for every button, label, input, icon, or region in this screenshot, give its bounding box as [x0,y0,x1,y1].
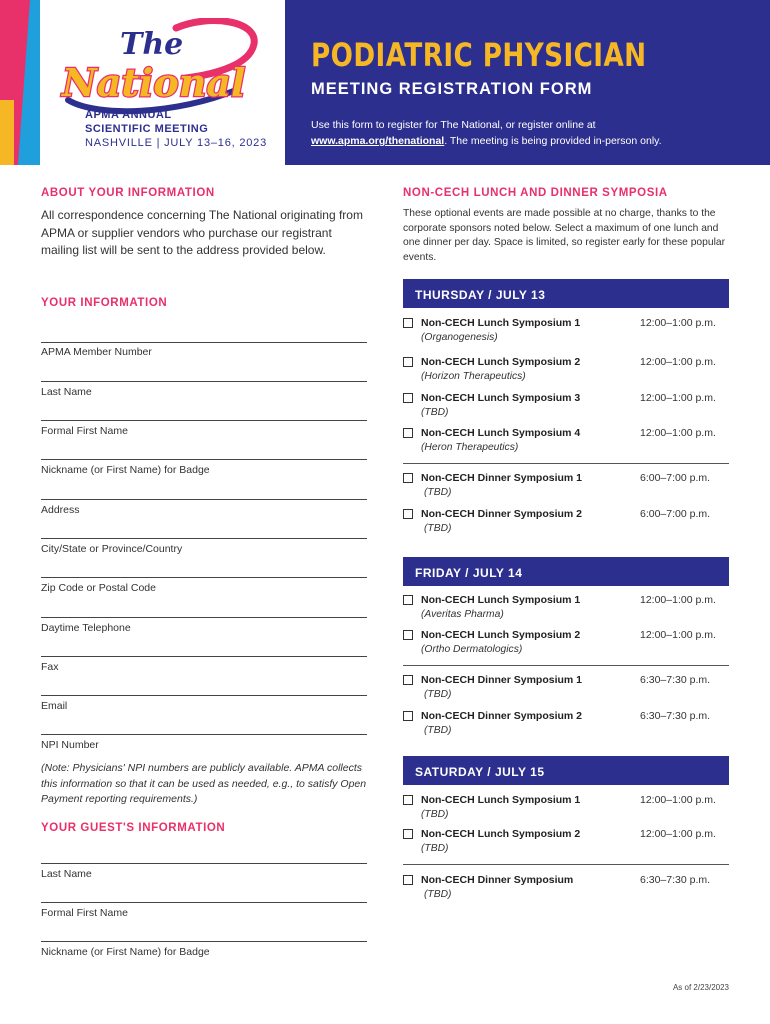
formal-first-name-field[interactable] [41,420,367,421]
apma-member-number-field[interactable] [41,342,367,343]
event-sat-lunch-2 [403,827,729,863]
event-name: Non-CECH Lunch Symposium 1 [421,794,581,806]
event-sponsor: (TBD) [424,523,452,534]
event-sponsor: (Organogenesis) [421,332,498,343]
zip-code-field[interactable] [41,577,367,578]
email-field[interactable] [41,695,367,696]
event-fri-dinner-2 [403,709,729,745]
event-sponsor: (Heron Therapeutics) [421,442,519,453]
guest-last-name-field[interactable] [41,863,367,864]
event-name: Non-CECH Dinner Symposium 2 [421,508,583,520]
event-time: 12:00–1:00 p.m. [640,356,716,368]
svg-text:National: National [62,60,246,105]
event-name: Non-CECH Lunch Symposium 1 [421,594,581,606]
field-label: Address [41,504,80,516]
event-name: Non-CECH Lunch Symposium 2 [421,356,581,368]
header-note-line-1: Use this form to register for The National, or register online at [311,119,596,131]
day-header-friday: FRIDAY / JULY 14 [403,557,729,586]
event-sponsor: (Averitas Pharma) [421,609,504,620]
meeting-name-line-1: APMA ANNUAL [85,109,172,121]
field-label: APMA Member Number [41,346,152,358]
field-label: Fax [41,661,59,673]
lunch-dinner-divider [403,864,729,865]
checkbox[interactable] [403,393,413,403]
event-name: Non-CECH Lunch Symposium 4 [421,427,581,439]
about-heading: ABOUT YOUR INFORMATION [41,187,215,199]
event-time: 6:30–7:30 p.m. [640,874,711,886]
field-label: Zip Code or Postal Code [41,582,156,594]
checkbox[interactable] [403,357,413,367]
lunch-dinner-divider [403,665,729,666]
event-thu-dinner-1 [403,471,729,507]
field-label: Formal First Name [41,907,128,919]
guest-formal-first-name-field[interactable] [41,902,367,903]
checkbox[interactable] [403,428,413,438]
event-time: 12:00–1:00 p.m. [640,794,716,806]
checkbox[interactable] [403,509,413,519]
event-sponsor: (TBD) [421,809,449,820]
event-time: 12:00–1:00 p.m. [640,629,716,641]
header-branding [0,0,285,165]
your-info-heading: YOUR INFORMATION [41,297,168,309]
guest-nickname-badge-field[interactable] [41,941,367,942]
event-sponsor: (TBD) [424,889,452,900]
event-time: 12:00–1:00 p.m. [640,317,716,329]
field-label: Last Name [41,386,92,398]
lunch-dinner-divider [403,463,729,464]
last-name-field[interactable] [41,381,367,382]
checkbox[interactable] [403,318,413,328]
meeting-location-dates: NASHVILLE | JULY 13–16, 2023 [85,137,268,149]
page-title: PODIATRIC PHYSICIAN [311,36,647,74]
event-time: 6:30–7:30 p.m. [640,710,711,722]
event-time: 12:00–1:00 p.m. [640,828,716,840]
day-header-thursday: THURSDAY / JULY 13 [403,279,729,308]
checkbox[interactable] [403,630,413,640]
field-label: Last Name [41,868,92,880]
header-note-line-2 [311,135,662,147]
nickname-badge-field[interactable] [41,459,367,460]
event-sponsor: (Ortho Dermatologics) [421,644,523,655]
field-label: Nickname (or First Name) for Badge [41,946,210,958]
event-name: Non-CECH Dinner Symposium 1 [421,674,583,686]
event-time: 12:00–1:00 p.m. [640,594,716,606]
npi-note: (Note: Physicians' NPI numbers are publicly available. APMA collects this information so that it can be used as needed, e.g., to satisfy Open Payment reporting requirements.) [41,762,367,805]
about-text: All correspondence concerning The National originating from APMA or supplier vendors who purchase our registrant mailing list will be sent to the address provided below. [41,208,363,257]
event-name: Non-CECH Dinner Symposium 2 [421,710,583,722]
event-thu-lunch-1 [403,316,729,352]
event-sponsor: (TBD) [421,843,449,854]
event-fri-dinner-1 [403,673,729,709]
field-label: Email [41,700,68,712]
event-sponsor: (Horizon Therapeutics) [421,371,526,382]
city-state-country-field[interactable] [41,538,367,539]
registration-link[interactable]: www.apma.org/thenational [311,135,445,147]
event-sat-dinner [403,873,729,909]
page-subtitle: MEETING REGISTRATION FORM [311,80,593,98]
address-field[interactable] [41,499,367,500]
event-sponsor: (TBD) [424,689,452,700]
checkbox[interactable] [403,829,413,839]
symposia-heading: NON-CECH LUNCH AND DINNER SYMPOSIA [403,187,668,199]
checkbox[interactable] [403,795,413,805]
npi-number-field[interactable] [41,734,367,735]
event-time: 12:00–1:00 p.m. [640,427,716,439]
field-label: Daytime Telephone [41,622,131,634]
field-label: Formal First Name [41,425,128,437]
event-time: 12:00–1:00 p.m. [640,392,716,404]
event-thu-lunch-3 [403,391,729,427]
event-name: Non-CECH Lunch Symposium 2 [421,828,581,840]
event-time: 6:00–7:00 p.m. [640,472,711,484]
event-name: Non-CECH Lunch Symposium 3 [421,392,581,404]
checkbox[interactable] [403,595,413,605]
event-name: Non-CECH Lunch Symposium 2 [421,629,581,641]
event-name: Non-CECH Dinner Symposium [421,874,574,886]
event-name: Non-CECH Lunch Symposium 1 [421,317,581,329]
field-label: NPI Number [41,739,99,751]
checkbox[interactable] [403,875,413,885]
event-thu-lunch-2 [403,355,729,391]
event-sat-lunch-1 [403,793,729,829]
the-national-logo [58,18,268,118]
event-thu-dinner-2 [403,507,729,543]
symposia-intro: These optional events are made possible at no charge, thanks to the corporate sponsors noted below. Select a maximum of one lunch and one dinner per day. Space is limited, so register early for these popular events. [403,208,726,263]
daytime-telephone-field[interactable] [41,617,367,618]
event-sponsor: (TBD) [424,487,452,498]
event-fri-lunch-1 [403,593,729,629]
event-sponsor: (TBD) [421,407,449,418]
revision-date: As of 2/23/2023 [672,983,729,992]
day-header-saturday: SATURDAY / JULY 15 [403,756,729,785]
event-fri-lunch-2 [403,628,729,664]
meeting-name-line-2: SCIENTIFIC MEETING [85,123,209,135]
event-name: Non-CECH Dinner Symposium 1 [421,472,583,484]
event-thu-lunch-4 [403,426,729,462]
decorative-stripe-yellow [0,100,14,165]
svg-text:The: The [120,27,184,62]
event-time: 6:00–7:00 p.m. [640,508,711,520]
checkbox[interactable] [403,711,413,721]
event-sponsor: (TBD) [424,725,452,736]
checkbox[interactable] [403,675,413,685]
event-time: 6:30–7:30 p.m. [640,674,711,686]
field-label: City/State or Province/Country [41,543,183,555]
header-title-panel [285,0,770,165]
checkbox[interactable] [403,473,413,483]
header-note-line-2-rest: . The meeting is being provided in-person only. [444,135,662,147]
guest-info-heading: YOUR GUEST'S INFORMATION [41,822,226,834]
field-label: Nickname (or First Name) for Badge [41,464,210,476]
fax-field[interactable] [41,656,367,657]
